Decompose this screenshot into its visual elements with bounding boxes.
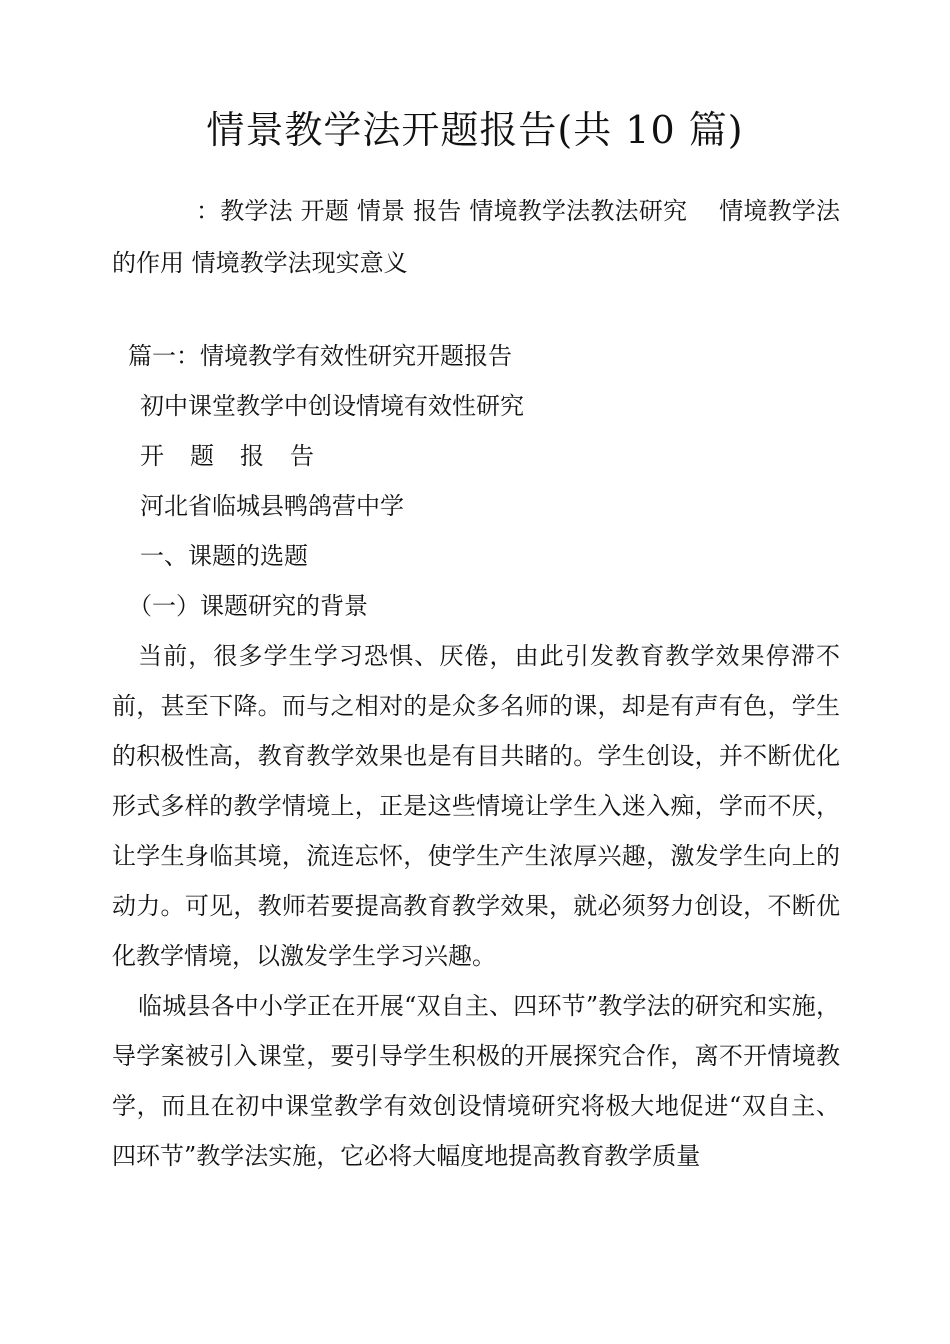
background-paragraph: 当前，很多学生学习恐惧、厌倦，由此引发教育教学效果停滞不前，甚至下降。而与之相对的是众多名师的课，却是有声有色，学生的积极性高，教育教学效果也是有目共睹的。学生创设，并不断优化形式多样的教学情境上，正是这些情境让学生入迷入痴，学而不厌，让学生身临其境，流连忘怀，使学生产生浓厚兴趣，激发学生向上的动力。可见，教师若要提高教育教学效果，就必须努力创设，不断优化教学情境，以激发学生学习兴趣。	[112, 642, 840, 970]
chapter-heading: 篇一：情境教学有效性研究开题报告	[128, 342, 512, 370]
section-heading: 一、课题的选题	[140, 542, 308, 570]
keywords-line: ：教学法 开题 情景 报告 情境教学法教法研究 情境教学法的作用 情境教学法现实意义	[112, 197, 840, 277]
report-label: 开题报告	[140, 442, 340, 470]
document-body	[112, 331, 840, 1181]
subsection-heading: （一）课题研究的背景	[128, 592, 368, 620]
school-name: 河北省临城县鸭鸽营中学	[140, 492, 404, 520]
research-subject: 初中课堂教学中创设情境有效性研究	[140, 392, 524, 420]
implementation-paragraph: 临城县各中小学正在开展“双自主、四环节”教学法的研究和实施，导学案被引入课堂，要引导学生积极的开展探究合作，离不开情境教学，而且在初中课堂教学有效创设情境研究将极大地促进“双自主、四环节”教学法实施，它必将大幅度地提高教育教学质量	[112, 992, 840, 1170]
document-title: 情景教学法开题报告(共 10 篇)	[206, 108, 744, 152]
